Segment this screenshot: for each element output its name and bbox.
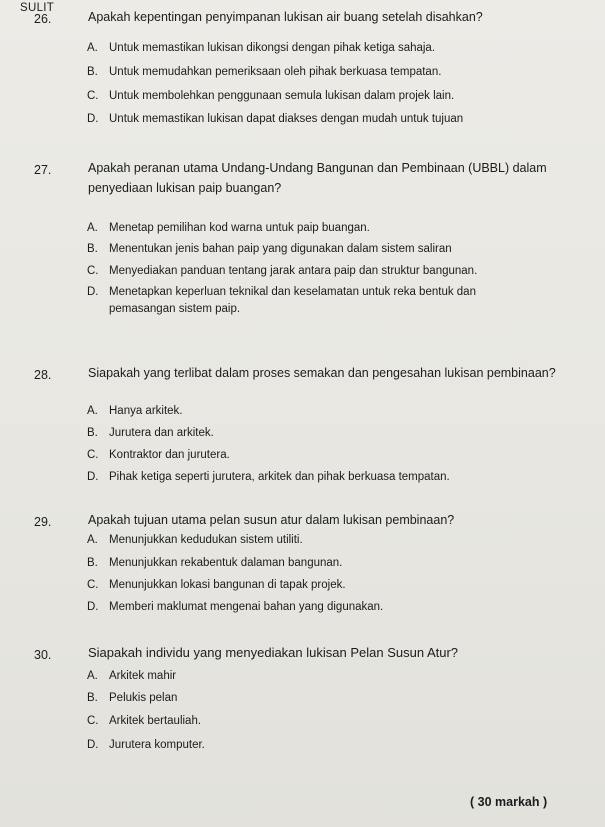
option-text: Arkitek mahir	[109, 670, 177, 682]
question-number: 28.	[34, 368, 52, 382]
option-text: Menunjukkan lokasi bangunan di tapak projek.	[109, 579, 346, 591]
option-letter: C.	[87, 715, 99, 727]
option-text: Jurutera dan arkitek.	[109, 427, 214, 439]
option-text: Menunjukkan rekabentuk dalaman bangunan.	[109, 557, 343, 569]
question-number: 27.	[34, 163, 52, 177]
option-letter: B.	[87, 66, 98, 78]
option-text: Hanya arkitek.	[109, 405, 183, 417]
option-text: Jurutera komputer.	[109, 739, 205, 751]
option-letter: A.	[87, 42, 98, 54]
option-text: Pelukis pelan	[109, 692, 178, 704]
option-text: Menentukan jenis bahan paip yang digunakan dalam sistem saliran	[109, 243, 452, 255]
question-text: Siapakah yang terlibat dalam proses semakan dan pengesahan lukisan pembinaan?	[88, 366, 556, 380]
option-letter: A.	[87, 222, 98, 234]
option-text: Menetapkan keperluan teknikal dan keselamatan untuk reka bentuk dan pemasangan sistem paip.	[109, 286, 476, 315]
option-text: Untuk memastikan lukisan dapat diakses dengan mudah untuk tujuan	[109, 113, 464, 125]
option-letter: C.	[87, 449, 99, 461]
question-text: Apakah tujuan utama pelan susun atur dalam lukisan pembinaan?	[88, 513, 455, 527]
question-number: 29.	[34, 515, 52, 529]
option-text: Untuk memudahkan pemeriksaan oleh pihak berkuasa tempatan.	[109, 66, 442, 78]
total-marks: ( 30 markah )	[470, 795, 548, 809]
option-text: Kontraktor dan jurutera.	[109, 449, 230, 461]
option-letter: B.	[87, 243, 98, 255]
option-text: Arkitek bertauliah.	[109, 715, 202, 727]
option-letter: B.	[87, 427, 98, 439]
option-letter: A.	[87, 405, 98, 417]
option-letter: D.	[87, 286, 99, 298]
option-letter: D.	[87, 739, 99, 751]
option-text: Memberi maklumat mengenai bahan yang digunakan.	[109, 601, 384, 613]
option-text: Menunjukkan kedudukan sistem utiliti.	[109, 534, 303, 546]
option-text: Menetap pemilihan kod warna untuk paip buangan.	[109, 222, 370, 234]
question-number: 26.	[34, 12, 52, 26]
option-letter: C.	[87, 579, 99, 591]
option-text: Menyediakan panduan tentang jarak antara paip dan struktur bangunan.	[109, 265, 478, 277]
option-letter: D.	[87, 601, 99, 613]
question-text: Siapakah individu yang menyediakan lukisan Pelan Susun Atur?	[88, 645, 459, 660]
option-letter: B.	[87, 557, 98, 569]
question-text: Apakah kepentingan penyimpanan lukisan air buang setelah disahkan?	[88, 10, 483, 24]
option-letter: D.	[87, 471, 99, 483]
question-number: 30.	[34, 648, 52, 662]
question-text: Apakah peranan utama Undang-Undang Bangunan dan Pembinaan (UBBL) dalam penyediaan lukisan paip buangan?	[88, 161, 547, 195]
option-letter: A.	[87, 534, 98, 546]
option-letter: D.	[87, 113, 99, 125]
option-letter: C.	[87, 90, 99, 102]
option-letter: A.	[87, 670, 98, 682]
option-text: Untuk membolehkan penggunaan semula lukisan dalam projek lain.	[109, 90, 455, 102]
option-letter: B.	[87, 692, 98, 704]
page-header: SULIT	[20, 2, 55, 14]
option-letter: C.	[87, 265, 99, 277]
option-text: Untuk memastikan lukisan dikongsi dengan pihak ketiga sahaja.	[109, 42, 436, 54]
option-text: Pihak ketiga seperti jurutera, arkitek dan pihak berkuasa tempatan.	[109, 471, 450, 483]
